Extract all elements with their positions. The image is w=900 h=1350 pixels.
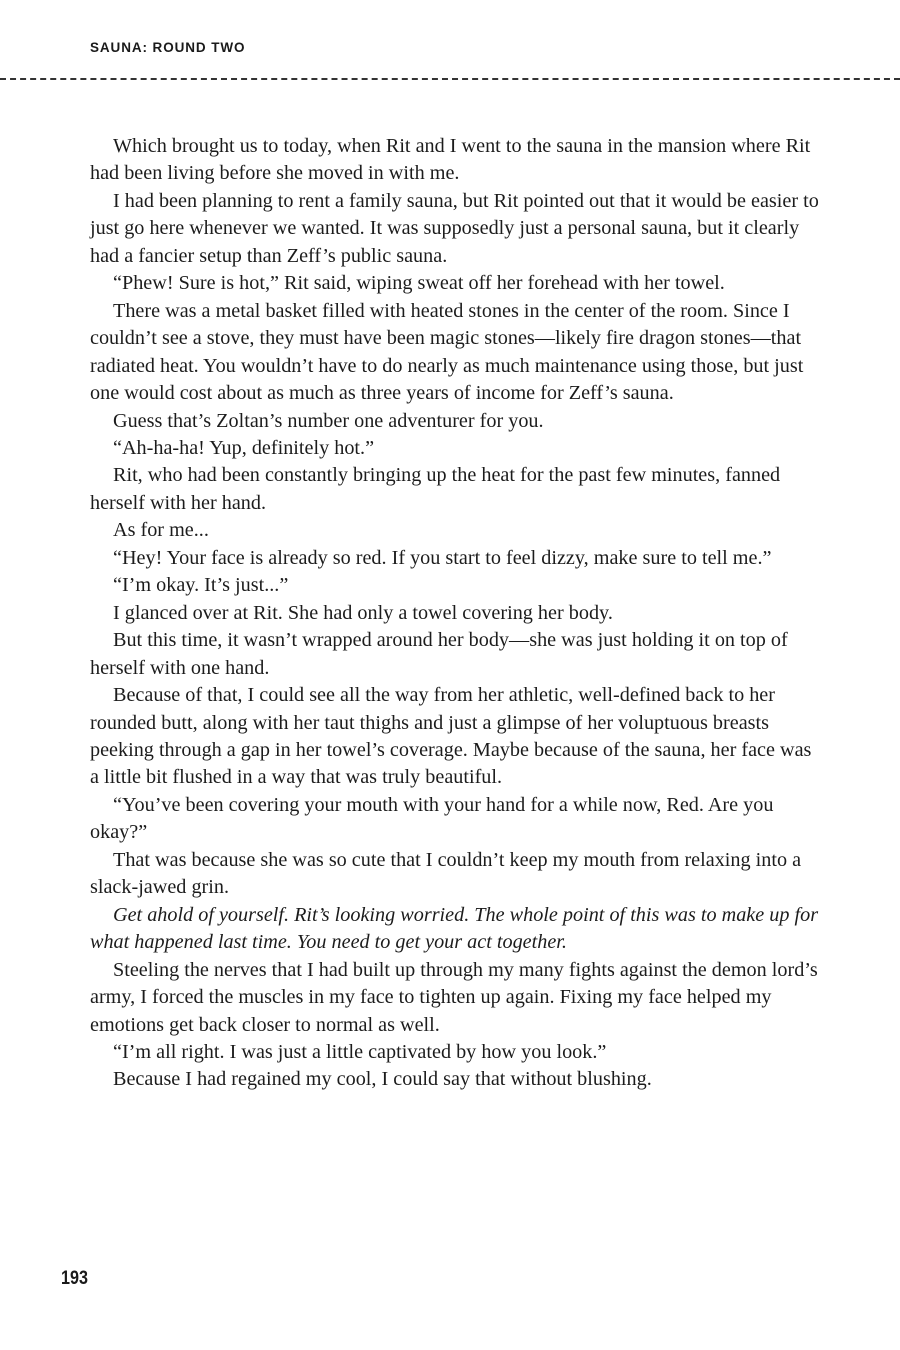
body-text [90, 133, 820, 1094]
paragraph: Because of that, I could see all the way from her athletic, well-defined back to her rounded butt, along with her taut thighs and just a glimpse of her voluptuous breasts peeking through a gap in her towel’s coverage. Maybe because of the sauna, her face was a little bit flushed in a way that was truly beautiful. [90, 684, 812, 789]
paragraph-italic: Get ahold of yourself. Rit’s looking worried. The whole point of this was to make up for what happened last time. You need to get your act together. [90, 903, 819, 954]
paragraph: “Hey! Your face is already so red. If you start to feel dizzy, make sure to tell me.” [113, 546, 772, 569]
paragraph: That was because she was so cute that I couldn’t keep my mouth from relaxing into a slack-jawed grin. [90, 848, 802, 899]
paragraph: Steeling the nerves that I had built up through my many fights against the demon lord’s army, I forced the muscles in my face to tighten up again. Fixing my face helped my emotions get back closer to normal as well. [90, 958, 818, 1036]
paragraph: “I’m all right. I was just a little captivated by how you look.” [113, 1040, 607, 1063]
paragraph: I glanced over at Rit. She had only a towel covering her body. [113, 601, 613, 624]
paragraph: There was a metal basket filled with heated stones in the center of the room. Since I couldn’t see a stove, they must have been magic stones—likely fire dragon stones—that radiated heat. You wouldn’t have to do nearly as much maintenance using those, but just one would cost about as much as three years of income for Zeff’s sauna. [90, 299, 804, 405]
paragraph: But this time, it wasn’t wrapped around her body—she was just holding it on top of herself with one hand. [90, 629, 788, 679]
paragraph: “Phew! Sure is hot,” Rit said, wiping sweat off her forehead with her towel. [113, 272, 725, 295]
paragraph: “You’ve been covering your mouth with your hand for a while now, Red. Are you okay?” [90, 793, 774, 844]
header-divider [0, 78, 900, 80]
paragraph: “Ah-ha-ha! Yup, definitely hot.” [113, 436, 375, 459]
running-header: SAUNA: ROUND TWO [90, 40, 246, 55]
paragraph: As for me... [113, 519, 209, 542]
paragraph: Because I had regained my cool, I could say that without blushing. [113, 1068, 652, 1091]
paragraph: Rit, who had been constantly bringing up the heat for the past few minutes, fanned herself with her hand. [90, 464, 781, 514]
paragraph: I had been planning to rent a family sauna, but Rit pointed out that it would be easier to just go here whenever we wanted. It was supposedly just a personal sauna, but it clearly had a fancier setup than Zeff’s public sauna. [90, 189, 819, 267]
paragraph: Guess that’s Zoltan’s number one adventurer for you. [113, 409, 544, 432]
paragraph: “I’m okay. It’s just...” [113, 574, 289, 597]
paragraph: Which brought us to today, when Rit and I went to the sauna in the mansion where Rit had been living before she moved in with me. [90, 135, 811, 185]
page-number: 193 [61, 1268, 88, 1289]
